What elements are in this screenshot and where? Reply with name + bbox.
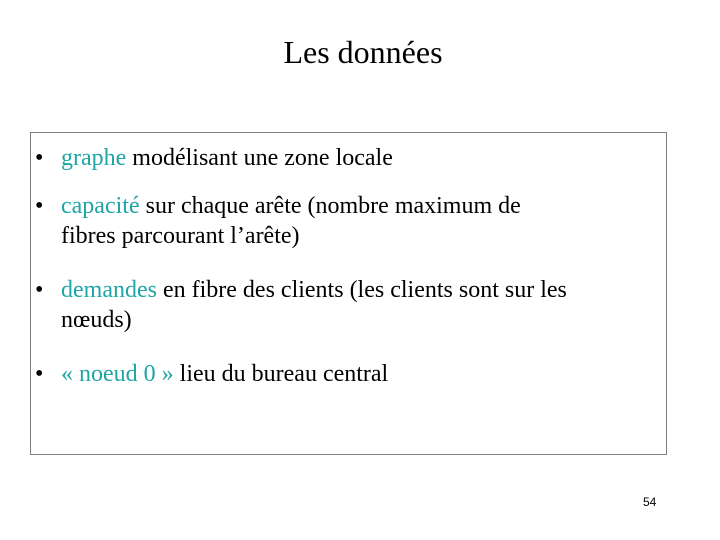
bullet-text — [61, 143, 661, 173]
content-box — [30, 132, 667, 455]
bullet-keyword: demandes — [61, 277, 157, 303]
bullet-line-text: modélisant une zone locale — [126, 145, 393, 171]
bullet-line-text: nœuds) — [61, 307, 132, 333]
slide-title: Les données — [283, 34, 443, 70]
bullet-line-text: en fibre des clients (les clients sont sur les — [156, 277, 567, 303]
bullet-line-text: lieu du bureau central — [173, 361, 389, 387]
bullet-icon: • — [35, 193, 44, 219]
bullet-icon: • — [35, 277, 44, 303]
bullet-text — [61, 359, 661, 389]
bullet-line-text: fibres parcourant l’arête) — [61, 223, 300, 249]
page-number: 54 — [643, 495, 657, 509]
bullet-keyword: graphe — [61, 145, 127, 171]
bullet-text — [61, 275, 661, 335]
bullet-keyword: capacité — [61, 193, 140, 219]
bullet-text — [61, 191, 661, 251]
bullet-keyword: « noeud 0 » — [61, 361, 174, 387]
bullet-line-text: sur chaque arête (nombre maximum de — [139, 193, 521, 219]
bullet-icon: • — [35, 361, 44, 387]
bullet-icon: • — [35, 145, 44, 171]
